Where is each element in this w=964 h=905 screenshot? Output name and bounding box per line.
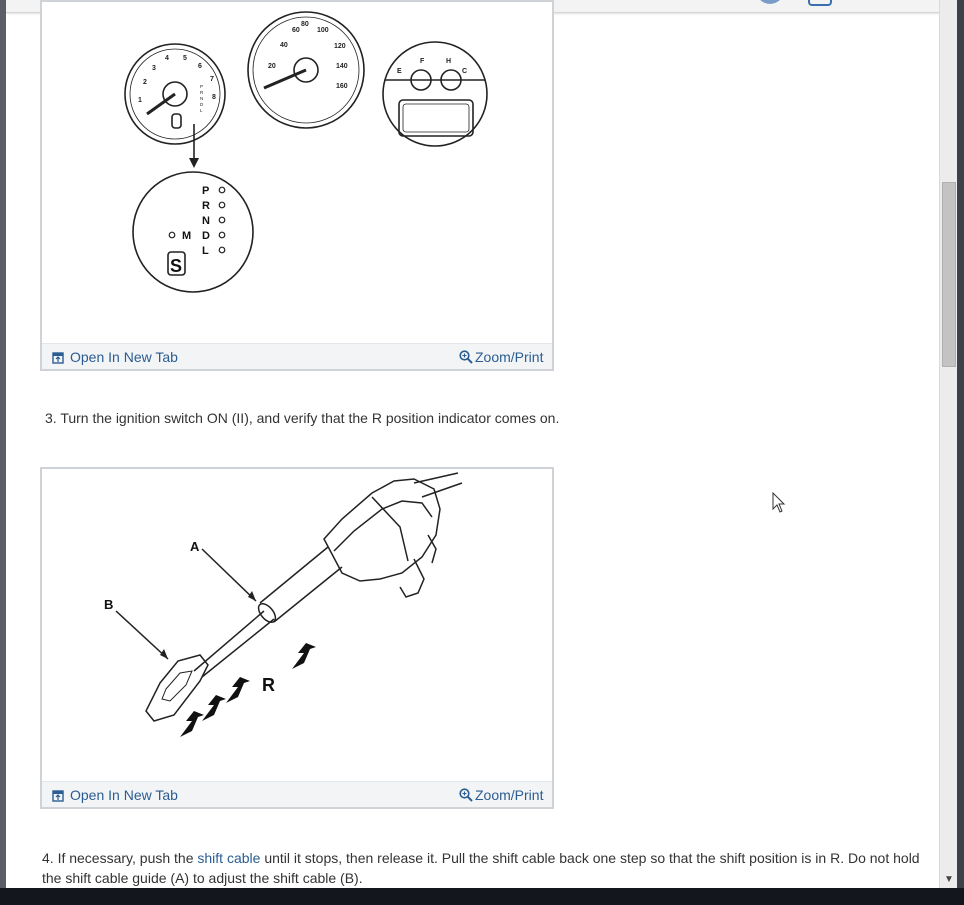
- svg-text:120: 120: [334, 43, 346, 50]
- mouse-cursor-icon: [772, 492, 786, 514]
- gear-letter-d: D: [202, 230, 210, 242]
- gear-letter-p: P: [202, 185, 210, 197]
- svg-text:C: C: [462, 68, 468, 75]
- shift-cable-illustration: [42, 469, 552, 783]
- svg-text:P: P: [200, 84, 204, 89]
- svg-text:20: 20: [268, 63, 276, 70]
- gear-letter-n: N: [202, 215, 210, 227]
- svg-text:N: N: [200, 96, 204, 101]
- label-r: R: [262, 675, 275, 695]
- figure-instrument-cluster: [40, 0, 554, 371]
- svg-text:4: 4: [165, 55, 169, 62]
- svg-text:160: 160: [336, 83, 348, 90]
- svg-text:80: 80: [301, 21, 309, 28]
- mode-letter-s: S: [170, 256, 183, 276]
- svg-text:7: 7: [210, 76, 214, 83]
- step-4-text-after: until it stops, then release it. Pull the shift cable back one step so that the shift position is in R. Do not hold the shift cable guide (A) to adjust the shift cable (B).: [42, 850, 920, 886]
- zoom-print-label: Zoom/Print: [475, 349, 544, 365]
- svg-text:3: 3: [152, 65, 156, 72]
- svg-text:40: 40: [280, 42, 288, 49]
- svg-text:H: H: [446, 58, 452, 65]
- browser-window: [6, 0, 939, 905]
- svg-text:60: 60: [292, 27, 300, 34]
- mode-letter-m: M: [182, 230, 192, 242]
- open-new-tab-icon: [52, 790, 64, 802]
- svg-text:F: F: [420, 58, 425, 65]
- zoom-print-label: Zoom/Print: [475, 787, 544, 803]
- svg-text:2: 2: [143, 79, 147, 86]
- svg-text:140: 140: [336, 63, 348, 70]
- gear-letter-l: L: [202, 245, 209, 257]
- svg-text:D: D: [200, 102, 204, 107]
- shift-cable-link[interactable]: shift cable: [197, 850, 261, 866]
- svg-text:L: L: [200, 108, 203, 113]
- svg-text:100: 100: [317, 27, 329, 34]
- open-new-tab-icon: [52, 352, 64, 364]
- svg-text:R: R: [200, 90, 204, 95]
- label-b: B: [104, 597, 114, 612]
- zoom-icon: [459, 350, 473, 364]
- zoom-icon: [459, 788, 473, 802]
- open-in-new-tab-label: Open In New Tab: [70, 787, 178, 803]
- open-in-new-tab-label: Open In New Tab: [70, 349, 178, 365]
- zoom-print-link[interactable]: [459, 349, 543, 365]
- label-a: A: [190, 539, 200, 554]
- svg-text:6: 6: [198, 63, 202, 70]
- svg-text:8: 8: [212, 94, 216, 101]
- taskbar: [0, 888, 964, 905]
- step-4-text: [42, 848, 922, 888]
- figure-shift-cable: [40, 467, 554, 809]
- vertical-scrollbar[interactable]: [939, 0, 958, 888]
- svg-text:5: 5: [183, 55, 187, 62]
- figure-footer: [42, 343, 552, 369]
- chat-icon[interactable]: [808, 0, 832, 6]
- zoom-print-link[interactable]: [459, 787, 543, 803]
- svg-text:E: E: [397, 68, 402, 75]
- svg-text:1: 1: [138, 97, 142, 104]
- figure-footer: [42, 781, 552, 807]
- open-in-new-tab-link[interactable]: [52, 349, 178, 365]
- step-4-text-before: 4. If necessary, push the: [42, 850, 198, 866]
- scroll-down-arrow-icon[interactable]: ▼: [944, 874, 954, 885]
- user-avatar[interactable]: [756, 0, 784, 4]
- instrument-cluster-illustration: [42, 2, 552, 346]
- window-edge: [957, 0, 964, 888]
- step-3-text: 3. Turn the ignition switch ON (II), and verify that the R position indicator comes on.: [45, 410, 560, 426]
- scrollbar-thumb[interactable]: [942, 182, 956, 367]
- gear-letter-r: R: [202, 200, 210, 212]
- open-in-new-tab-link[interactable]: [52, 787, 178, 803]
